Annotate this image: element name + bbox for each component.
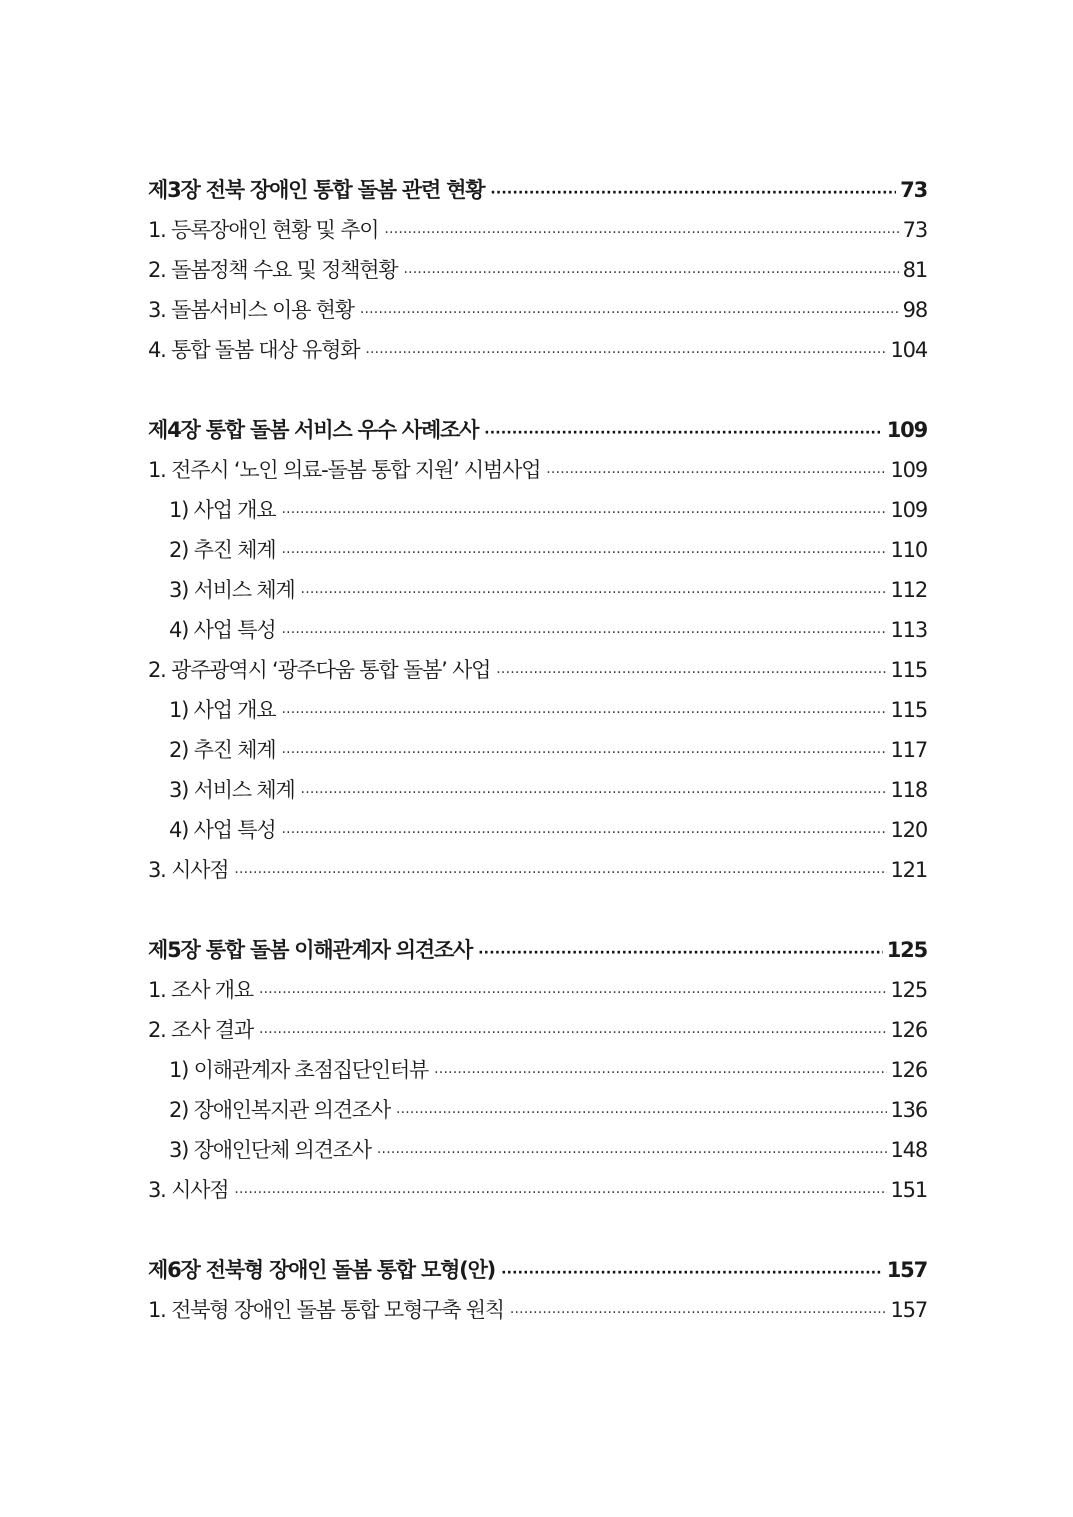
toc-chapter-6[interactable]: [148, 1250, 927, 1290]
toc-chapter-5[interactable]: [148, 930, 927, 970]
toc-subentry[interactable]: [148, 1130, 927, 1170]
toc-entry[interactable]: [148, 330, 927, 370]
toc-entry[interactable]: [148, 850, 927, 890]
dot-leader: [490, 173, 896, 213]
page-number: 136: [890, 1098, 927, 1122]
toc-entry[interactable]: [148, 250, 927, 290]
page-number: 81: [902, 258, 927, 282]
dot-leader: [234, 1173, 886, 1213]
page-number: 110: [890, 538, 927, 562]
toc-subentry[interactable]: [148, 530, 927, 570]
dot-leader: [434, 1053, 886, 1093]
toc-subentry[interactable]: [148, 490, 927, 530]
page-number: 157: [890, 1298, 927, 1322]
dot-leader: [301, 573, 887, 613]
entry-title: 3. 돌봄서비스 이용 현황: [148, 298, 354, 322]
page-number: 126: [890, 1058, 927, 1082]
section-gap: [148, 370, 927, 410]
entry-title: 1. 등록장애인 현황 및 추이: [148, 218, 379, 242]
toc-subentry[interactable]: [148, 810, 927, 850]
page-number: 104: [890, 338, 927, 362]
page-number: 109: [886, 418, 927, 442]
toc-chapter-4[interactable]: [148, 410, 927, 450]
toc-chapter-3[interactable]: [148, 170, 927, 210]
entry-title: 2. 돌봄정책 수요 및 정책현황: [148, 258, 398, 282]
toc-subentry[interactable]: [148, 1090, 927, 1130]
page-number: 113: [890, 618, 927, 642]
section-gap: [148, 1210, 927, 1250]
page-number: 112: [890, 578, 927, 602]
entry-title: 1) 사업 개요: [169, 698, 276, 722]
dot-leader: [281, 693, 886, 733]
entry-title: 2) 추진 체계: [169, 738, 276, 762]
table-of-contents: [148, 170, 927, 1330]
entry-title: 3) 서비스 체계: [169, 778, 295, 802]
toc-subentry[interactable]: [148, 570, 927, 610]
page-number: 117: [890, 738, 927, 762]
page-number: 157: [886, 1258, 927, 1282]
entry-title: 2. 조사 결과: [148, 1018, 253, 1042]
page-number: 125: [886, 938, 927, 962]
dot-leader: [301, 773, 887, 813]
entry-title: 2) 장애인복지관 의견조사: [169, 1098, 390, 1122]
dot-leader: [403, 253, 898, 293]
chapter-title: 제5장 통합 돌봄 이해관계자 의견조사: [148, 938, 473, 962]
dot-leader: [496, 653, 886, 693]
dot-leader: [546, 453, 886, 493]
entry-title: 1) 이해관계자 초점집단인터뷰: [169, 1058, 429, 1082]
toc-entry[interactable]: [148, 210, 927, 250]
dot-leader: [384, 213, 898, 253]
entry-title: 3) 서비스 체계: [169, 578, 295, 602]
toc-subentry[interactable]: [148, 730, 927, 770]
dot-leader: [501, 1253, 883, 1293]
dot-leader: [281, 493, 886, 533]
page-number: 151: [890, 1178, 927, 1202]
entry-title: 3) 장애인단체 의견조사: [169, 1138, 371, 1162]
entry-title: 1) 사업 개요: [169, 498, 276, 522]
dot-leader: [281, 813, 886, 853]
dot-leader: [365, 333, 886, 373]
dot-leader: [259, 973, 887, 1013]
page-number: 126: [890, 1018, 927, 1042]
page-number: 121: [890, 858, 927, 882]
toc-subentry[interactable]: [148, 1050, 927, 1090]
page-number: 115: [890, 658, 927, 682]
toc-subentry[interactable]: [148, 770, 927, 810]
entry-title: 3. 시사점: [148, 1178, 229, 1202]
entry-title: 4) 사업 특성: [169, 618, 276, 642]
dot-leader: [360, 293, 899, 333]
dot-leader: [259, 1013, 887, 1053]
entry-title: 4. 통합 돌봄 대상 유형화: [148, 338, 360, 362]
toc-entry[interactable]: [148, 1010, 927, 1050]
page-number: 73: [902, 218, 927, 242]
toc-entry[interactable]: [148, 1290, 927, 1330]
entry-title: 2. 광주광역시 ‘광주다움 통합 돌봄’ 사업: [148, 658, 491, 682]
toc-subentry[interactable]: [148, 610, 927, 650]
dot-leader: [281, 533, 886, 573]
page-number: 118: [890, 778, 927, 802]
toc-entry[interactable]: [148, 650, 927, 690]
dot-leader: [478, 933, 883, 973]
entry-title: 3. 시사점: [148, 858, 229, 882]
section-gap: [148, 890, 927, 930]
page-number: 109: [890, 458, 927, 482]
toc-subentry[interactable]: [148, 690, 927, 730]
toc-entry[interactable]: [148, 970, 927, 1010]
toc-entry[interactable]: [148, 290, 927, 330]
chapter-title: 제3장 전북 장애인 통합 돌봄 관련 현황: [148, 178, 485, 202]
dot-leader: [234, 853, 886, 893]
page-number: 98: [902, 298, 927, 322]
page-number: 73: [900, 178, 927, 202]
page-number: 115: [890, 698, 927, 722]
toc-entry[interactable]: [148, 1170, 927, 1210]
dot-leader: [377, 1133, 887, 1173]
dot-leader: [281, 613, 886, 653]
chapter-title: 제6장 전북형 장애인 돌봄 통합 모형(안): [148, 1258, 496, 1282]
dot-leader: [396, 1093, 887, 1133]
dot-leader: [484, 413, 882, 453]
page-number: 148: [890, 1138, 927, 1162]
entry-title: 1. 전북형 장애인 돌봄 통합 모형구축 원칙: [148, 1298, 504, 1322]
entry-title: 1. 전주시 ‘노인 의료-돌봄 통합 지원’ 시범사업: [148, 458, 541, 482]
page-number: 120: [890, 818, 927, 842]
dot-leader: [281, 733, 886, 773]
toc-entry[interactable]: [148, 450, 927, 490]
entry-title: 4) 사업 특성: [169, 818, 276, 842]
entry-title: 1. 조사 개요: [148, 978, 253, 1002]
page-number: 125: [890, 978, 927, 1002]
chapter-title: 제4장 통합 돌봄 서비스 우수 사례조사: [148, 418, 479, 442]
dot-leader: [510, 1293, 887, 1333]
entry-title: 2) 추진 체계: [169, 538, 276, 562]
page-number: 109: [890, 498, 927, 522]
